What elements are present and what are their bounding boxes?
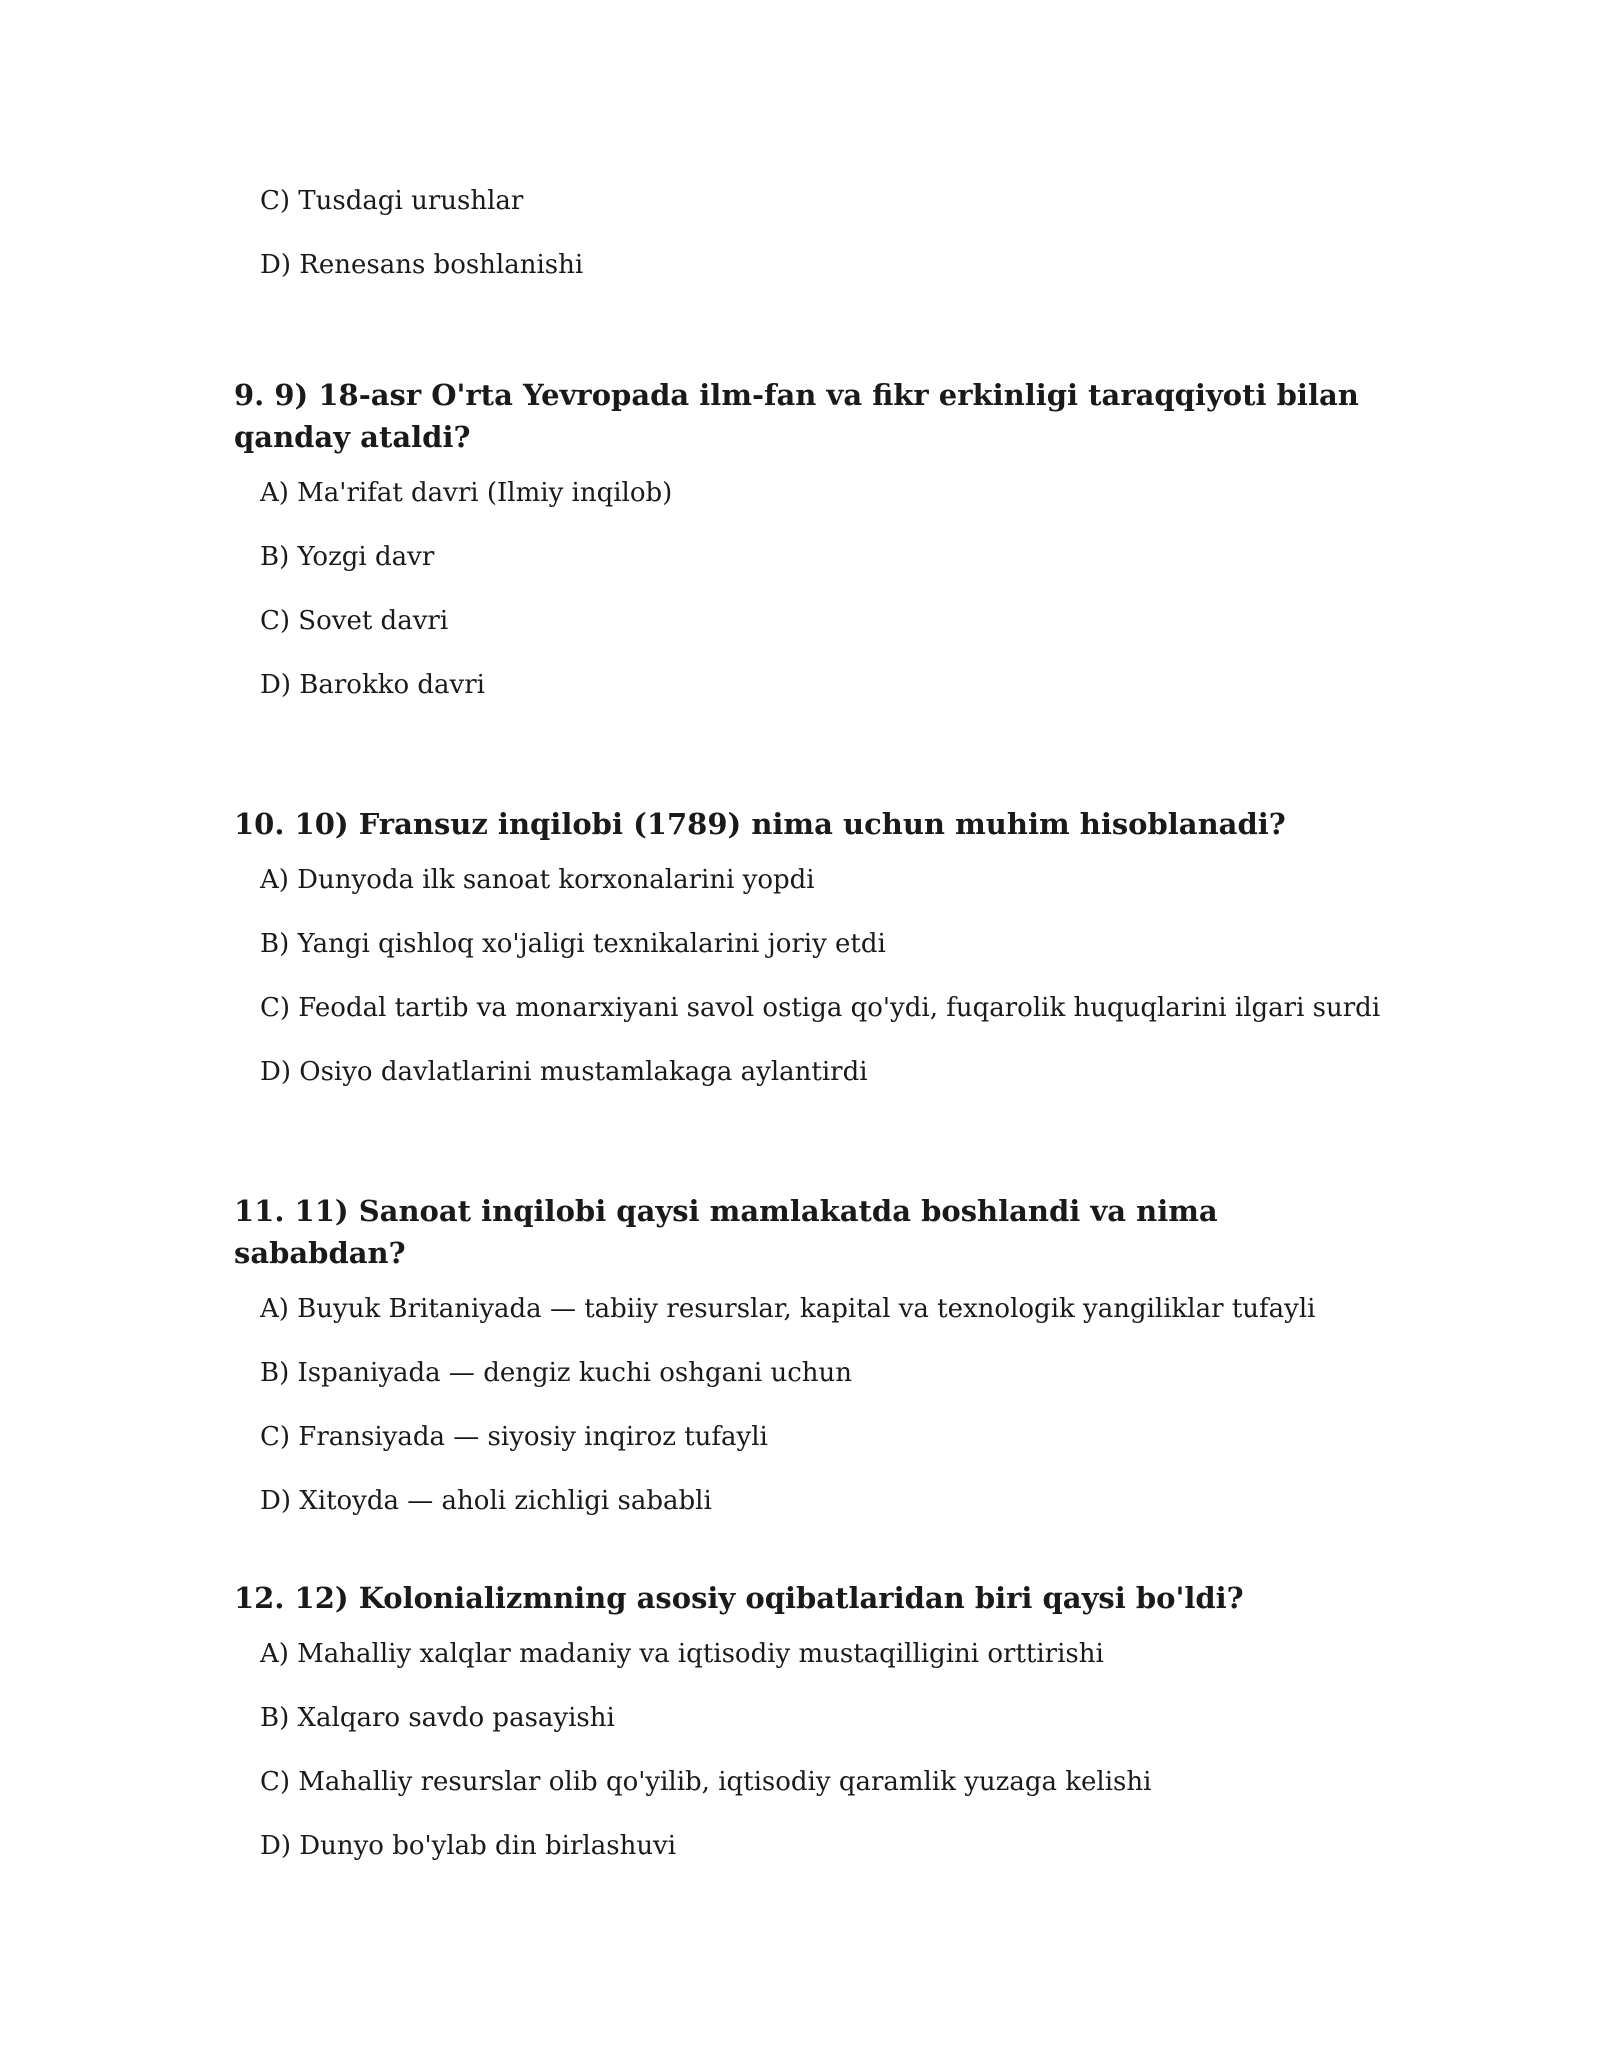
answer-option: D) Barokko davri: [260, 670, 485, 700]
answer-option: C) Feodal tartib va monarxiyani savol ostiga qo'ydi, fuqarolik huquqlarini ilgari surdi: [260, 993, 1381, 1023]
answer-option: C) Fransiyada — siyosiy inqiroz tufayli: [260, 1422, 768, 1452]
answer-option: C) Tusdagi urushlar: [260, 186, 524, 216]
answer-option: A) Mahalliy xalqlar madaniy va iqtisodiy mustaqilligini orttirishi: [260, 1639, 1104, 1669]
answer-option: A) Ma'rifat davri (Ilmiy inqilob): [260, 478, 673, 508]
answer-option: C) Mahalliy resurslar olib qo'yilib, iqtisodiy qaramlik yuzaga kelishi: [260, 1767, 1152, 1797]
answer-option: B) Yangi qishloq xo'jaligi texnikalarini joriy etdi: [260, 929, 886, 959]
answer-option: B) Ispaniyada — dengiz kuchi oshgani uchun: [260, 1358, 853, 1388]
answer-option: D) Osiyo davlatlarini mustamlakaga aylantirdi: [260, 1057, 868, 1087]
question-title: 9. 9) 18-asr O'rta Yevropada ilm-fan va fikr erkinligi taraqqiyoti bilan qanday ataldi?: [234, 378, 1359, 454]
answer-option: D) Renesans boshlanishi: [260, 250, 584, 280]
answer-option: C) Sovet davri: [260, 606, 449, 636]
answer-option: B) Yozgi davr: [260, 542, 435, 572]
question-title: 10. 10) Fransuz inqilobi (1789) nima uchun muhim hisoblanadi?: [234, 807, 1286, 841]
question-title: 12. 12) Kolonializmning asosiy oqibatlaridan biri qaysi bo'ldi?: [234, 1581, 1244, 1615]
answer-option: A) Dunyoda ilk sanoat korxonalarini yopdi: [260, 865, 815, 895]
question-11: [234, 1190, 1384, 1518]
question-title: 11. 11) Sanoat inqilobi qaysi mamlakatda boshlandi va nima sababdan?: [234, 1194, 1218, 1270]
answer-option: D) Xitoyda — aholi zichligi sababli: [260, 1486, 712, 1516]
question-9: [234, 374, 1384, 702]
question-12: [234, 1577, 1384, 1863]
question-10: [234, 803, 1384, 1089]
answer-option: D) Dunyo bo'ylab din birlashuvi: [260, 1831, 677, 1861]
answer-option: B) Xalqaro savdo pasayishi: [260, 1703, 615, 1733]
answer-option: A) Buyuk Britaniyada — tabiiy resurslar, kapital va texnologik yangiliklar tufayli: [260, 1294, 1316, 1324]
question-continued: [234, 184, 1384, 282]
